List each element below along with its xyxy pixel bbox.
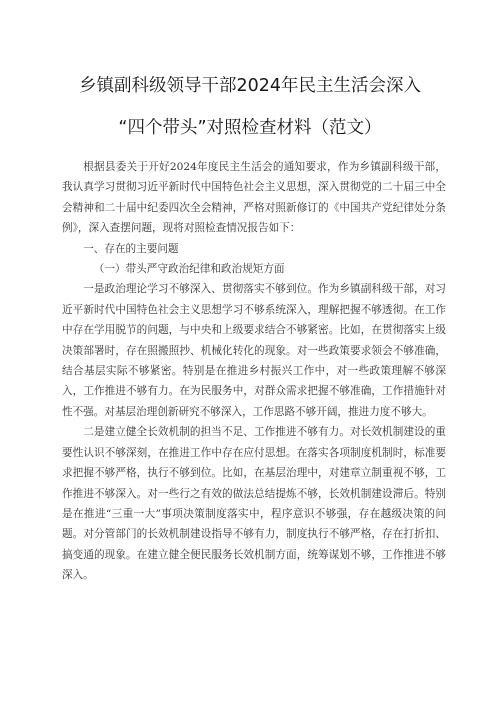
document-title-line-1: 乡镇副科级领导干部2024年民主生活会深入 bbox=[78, 76, 422, 96]
body-paragraph: 二是建立健全长效机制的担当不足、工作推进不够有力。对长效机制建设的重要性认识不够深刻，在推进工作中存在应付思想。在落实各项制度机制时，标准要求把握不够严格，执行不够到位。比如，在基层治理中，对建章立制重视不够，工作推进不够深入。对一些行之有效的做法总结提炼不够，长效机制建设滞后。特别是在推进“三重一大”事项决策制度落实中，程序意识不够强，存在越级决策的问题。对分管部门的长效机制建设指导不够有力，制度执行不够严格，存在打折扣、搞变通的现象。在建立健全便民服务长效机制方面，统筹谋划不够，工作推进不够深入。 bbox=[62, 426, 446, 582]
document-body bbox=[62, 157, 446, 586]
body-paragraph: 一是政治理论学习不够深入、贯彻落实不够到位。作为乡镇副科级干部，对习近平新时代中国特色社会主义思想学习不够系统深入，理解把握不够透彻。在工作中存在学用脱节的问题，与中央和上级要求结合不够紧密。比如，在贯彻落实上级决策部署时，存在照搬照抄、机械化转化的现象。对一些政策要求领会不够准确，结合基层实际不够紧密。特别是在推进乡村振兴工作中，对一些政策理解不够深入，工作推进不够有力。在为民服务中，对群众需求把握不够准确，工作措施针对性不强。对基层治理创新研究不够深入，工作思路不够开阔，推进力度不够大。 bbox=[62, 283, 446, 418]
section-heading: 一、存在的主要问题 bbox=[83, 242, 179, 255]
document-title-line-2: “四个带头”对照检查材料（范文） bbox=[118, 118, 382, 138]
intro-paragraph: 根据县委关于开好2024年度民主生活会的通知要求，作为乡镇副科级干部，我认真学习贯彻习近平新时代中国特色社会主义思想，深入贯彻党的二十届三中全会精神和二十届中纪委四次全会精神，严格对照新修订的《中国共产党纪律处分条例》，深入查摆问题，现将对照检查情况报告如下： bbox=[62, 161, 446, 235]
subsection-heading: （一）带头严守政治纪律和政治规矩方面 bbox=[93, 263, 285, 276]
